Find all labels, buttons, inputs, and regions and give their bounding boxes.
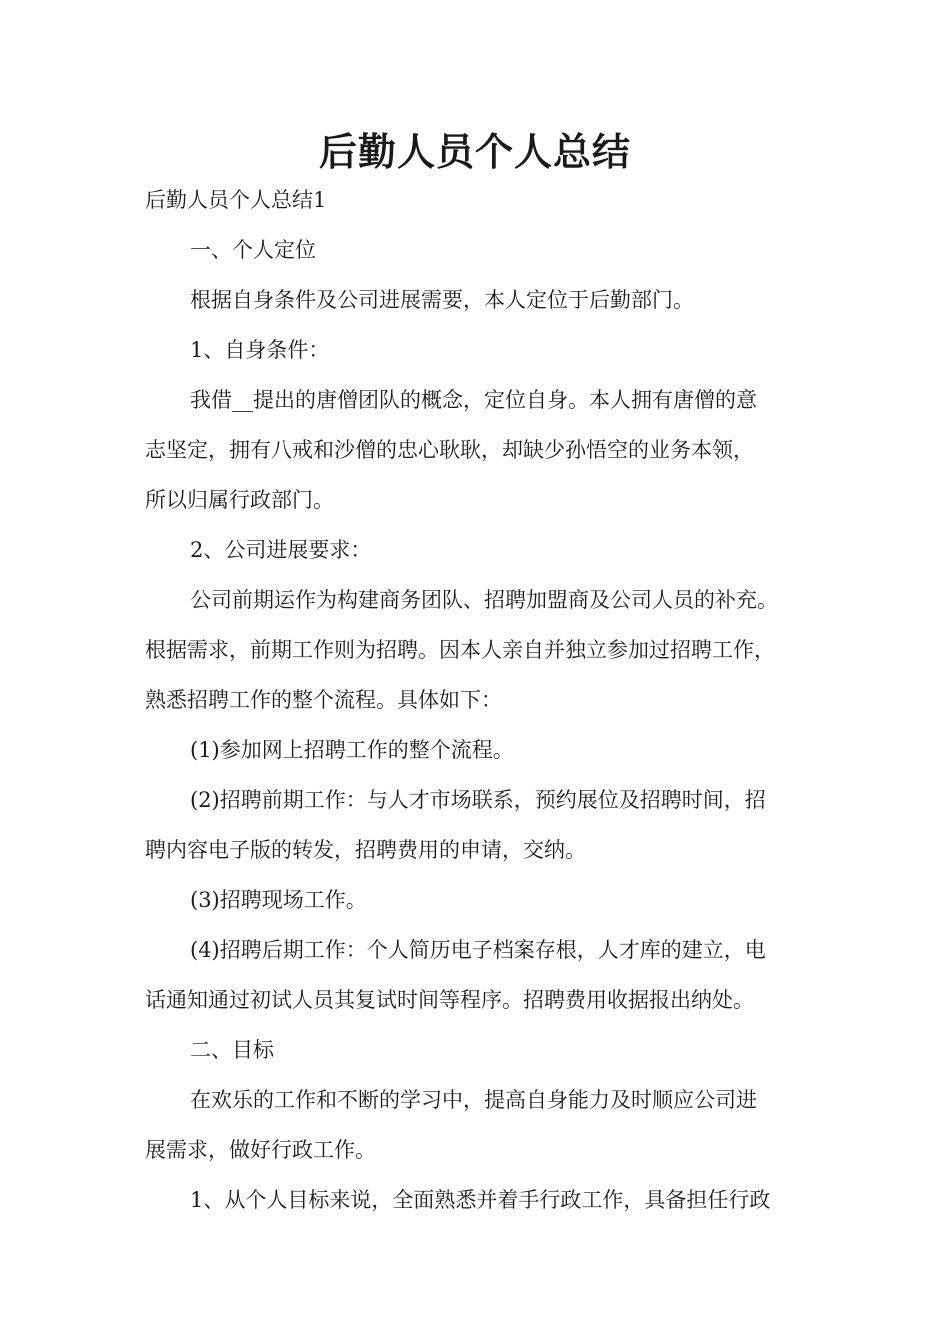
paragraph-line: 我借__提出的唐僧团队的概念，定位自身。本人拥有唐僧的意 <box>190 388 757 412</box>
paragraph-line: 所以归属行政部门。 <box>145 488 334 512</box>
list-item: (1)参加网上招聘工作的整个流程。 <box>190 738 514 762</box>
paragraph-line: 根据自身条件及公司进展需要，本人定位于后勤部门。 <box>190 288 694 312</box>
paragraph-line: 展需求，做好行政工作。 <box>145 1138 376 1162</box>
list-item: (2)招聘前期工作：与人才市场联系，预约展位及招聘时间，招 <box>190 788 766 812</box>
section-heading: 一、个人定位 <box>190 238 316 262</box>
paragraph-line: 聘内容电子版的转发，招聘费用的申请，交纳。 <box>145 838 586 862</box>
section-heading: 二、目标 <box>190 1038 274 1062</box>
paragraph-line: 在欢乐的工作和不断的学习中，提高自身能力及时顺应公司进 <box>190 1088 757 1112</box>
paragraph-line: 1、从个人目标来说，全面熟悉并着手行政工作，具备担任行政 <box>190 1188 771 1212</box>
paragraph-line: 熟悉招聘工作的整个流程。具体如下： <box>145 688 502 712</box>
paragraph-line: 志坚定，拥有八戒和沙僧的忠心耿耿，却缺少孙悟空的业务本领， <box>145 438 754 462</box>
list-item: (3)招聘现场工作。 <box>190 888 367 912</box>
paragraph-line: 话通知通过初试人员其复试时间等程序。招聘费用收据报出纳处。 <box>145 988 754 1012</box>
list-item: (4)招聘后期工作：个人简历电子档案存根，人才库的建立，电 <box>190 938 766 962</box>
paragraph-line: 公司前期运作为构建商务团队、招聘加盟商及公司人员的补充。 <box>190 588 778 612</box>
subsection-heading: 2、公司进展要求： <box>190 538 372 562</box>
document-title: 后勤人员个人总结 <box>318 130 631 174</box>
paragraph-line: 根据需求，前期工作则为招聘。因本人亲自并独立参加过招聘工作， <box>145 638 775 662</box>
subsection-heading: 1、自身条件： <box>190 338 330 362</box>
document-subtitle: 后勤人员个人总结1 <box>145 188 327 212</box>
